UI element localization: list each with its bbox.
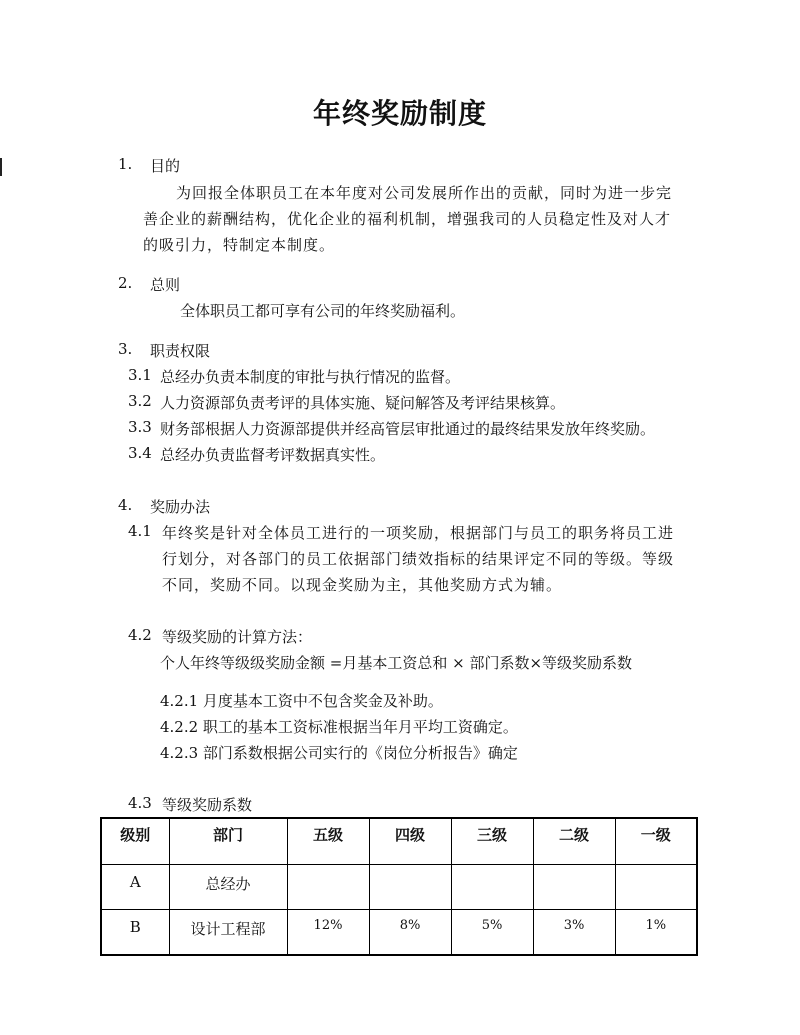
- table-row: [101, 865, 697, 910]
- item-3-3-number: 3.3: [128, 418, 152, 436]
- grade-coefficient-table: [100, 817, 698, 956]
- item-3-4-number: 3.4: [128, 444, 152, 462]
- table-row: [101, 910, 697, 956]
- cell-grade-3: [451, 865, 533, 910]
- item-3-2-number: 3.2: [128, 392, 152, 410]
- section-1-line-1: 为回报全体职员工在本年度对公司发展所作出的贡献，同时为进一步完: [176, 184, 673, 202]
- section-1-line-2: 善企业的薪酬结构，优化企业的福利机制，增强我司的人员稳定性及对人才: [143, 210, 672, 228]
- section-1-heading: 目的: [150, 157, 181, 175]
- item-4-1-line-1: 年终奖是针对全体员工进行的一项奖励，根据部门与员工的职务将员工进: [162, 524, 675, 542]
- cell-grade-2: [533, 865, 615, 910]
- item-3-4-text: 总经办负责监督考评数据真实性。: [160, 446, 386, 464]
- section-4-heading: 奖励办法: [150, 498, 211, 516]
- item-3-1-text: 总经办负责本制度的审批与执行情况的监督。: [160, 368, 461, 386]
- header-grade-4: 四级: [369, 818, 451, 865]
- item-4-3-number: 4.3: [128, 794, 152, 812]
- item-4-3-heading: 等级奖励系数: [162, 796, 253, 814]
- item-4-2-heading: 等级奖励的计算方法：: [162, 628, 313, 646]
- section-1-number: 1.: [118, 155, 133, 173]
- cell-level: B: [101, 910, 169, 956]
- item-3-1-number: 3.1: [128, 366, 152, 384]
- cell-grade-4: 8%: [369, 910, 451, 956]
- note-4-2-1: 4.2.1 月度基本工资中不包含奖金及补助。: [160, 692, 443, 710]
- section-2-line-1: 全体职员工都可享有公司的年终奖励福利。: [180, 302, 466, 320]
- table-header-row: [101, 818, 697, 865]
- cell-grade-4: [369, 865, 451, 910]
- document-title: 年终奖励制度: [312, 97, 487, 130]
- section-3-number: 3.: [118, 340, 133, 358]
- section-3-heading: 职责权限: [150, 342, 211, 360]
- cell-department: 总经办: [169, 865, 287, 910]
- note-4-2-2: 4.2.2 职工的基本工资标准根据当年月平均工资确定。: [160, 718, 518, 736]
- header-grade-5: 五级: [287, 818, 369, 865]
- header-level: 级别: [101, 818, 169, 865]
- header-department: 部门: [169, 818, 287, 865]
- header-grade-1: 一级: [615, 818, 697, 865]
- cell-department: 设计工程部: [169, 910, 287, 956]
- section-1-line-3: 的吸引力，特制定本制度。: [143, 236, 336, 254]
- margin-marker: [0, 158, 2, 176]
- cell-grade-5: [287, 865, 369, 910]
- item-4-2-number: 4.2: [128, 626, 152, 644]
- cell-grade-1: 1%: [615, 910, 697, 956]
- cell-grade-3: 5%: [451, 910, 533, 956]
- cell-grade-2: 3%: [533, 910, 615, 956]
- item-3-3-text: 财务部根据人力资源部提供并经高管层审批通过的最终结果发放年终奖励。: [160, 420, 656, 438]
- section-4-number: 4.: [118, 496, 133, 514]
- section-2-number: 2.: [118, 274, 133, 292]
- item-3-2-text: 人力资源部负责考评的具体实施、疑问解答及考评结果核算。: [160, 394, 566, 412]
- item-4-1-number: 4.1: [128, 522, 152, 540]
- item-4-1-line-3: 不同，奖励不同。以现金奖励为主，其他奖励方式为辅。: [162, 576, 563, 594]
- cell-grade-1: [615, 865, 697, 910]
- cell-level: A: [101, 865, 169, 910]
- cell-grade-5: 12%: [287, 910, 369, 956]
- header-grade-3: 三级: [451, 818, 533, 865]
- bonus-formula: 个人年终等级级奖励金额 =月基本工资总和 × 部门系数×等级奖励系数: [160, 654, 633, 672]
- header-grade-2: 二级: [533, 818, 615, 865]
- item-4-1-line-2: 行划分，对各部门的员工依据部门绩效指标的结果评定不同的等级。等级: [162, 550, 675, 568]
- section-2-heading: 总则: [150, 276, 181, 294]
- note-4-2-3: 4.2.3 部门系数根据公司实行的《岗位分析报告》确定: [160, 744, 518, 762]
